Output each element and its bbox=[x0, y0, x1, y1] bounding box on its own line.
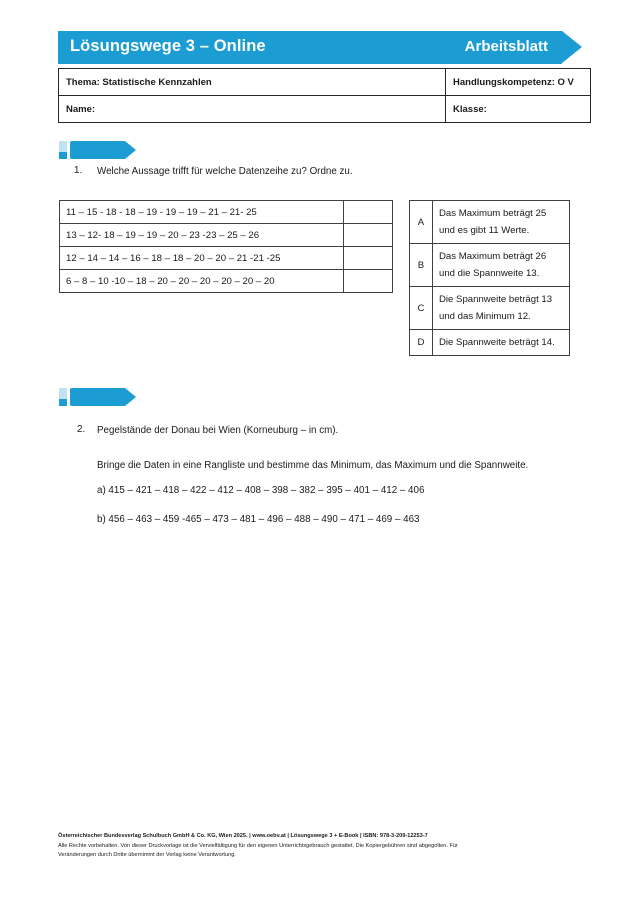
options-table bbox=[409, 200, 570, 356]
task-marker-icon-1 bbox=[59, 141, 141, 159]
task-marker-arrow-icon bbox=[125, 141, 136, 159]
table-row bbox=[60, 270, 393, 293]
task-1-prompt: Welche Aussage trifft für welche Datenzeihe zu? Ordne zu. bbox=[97, 166, 353, 177]
task-marker-square-dark bbox=[59, 152, 67, 159]
option-letter: B bbox=[410, 244, 433, 287]
worksheet-type-label: Arbeitsblatt bbox=[464, 38, 548, 55]
option-text-line1: Die Spannweite beträgt 13 bbox=[439, 294, 553, 305]
info-table bbox=[58, 68, 591, 123]
footer-rights-line-2: Veränderungen durch Dritte übernimmt der Verlag keine Verantwortung. bbox=[58, 852, 236, 859]
task-2-number: 2. bbox=[77, 424, 86, 435]
footer bbox=[58, 832, 588, 861]
data-row-answer-box[interactable] bbox=[344, 247, 393, 270]
footer-imprint-line: Österreichischer Bundesverlag Schulbuch GmbH & Co. KG, Wien 2025. | www.oebv.at | Lösungswege 3 + E-Book | ISBN: 978-3-209-12253-7 bbox=[58, 833, 428, 839]
option-letter: A bbox=[410, 201, 433, 244]
info-row-topic bbox=[59, 69, 591, 96]
data-row-answer-box[interactable] bbox=[344, 224, 393, 247]
info-row-name bbox=[59, 96, 591, 123]
option-row-d bbox=[410, 330, 570, 356]
task-2-series-a: a) 415 – 421 – 418 – 422 – 412 – 408 – 398 – 382 – 395 – 401 – 412 – 406 bbox=[97, 485, 425, 496]
task-marker-square-dark bbox=[59, 399, 67, 406]
option-text bbox=[433, 330, 570, 356]
table-row bbox=[60, 224, 393, 247]
task-marker-bar bbox=[70, 388, 126, 406]
task-marker-icon-2 bbox=[59, 388, 141, 406]
option-text-line1: Die Spannweite beträgt 14. bbox=[439, 337, 555, 348]
option-text-line1: Das Maximum beträgt 26 bbox=[439, 251, 547, 262]
footer-rights-line-1: Alle Rechte vorbehalten. Von dieser Druckvorlage ist die Vervielfältigung für den eigenen Unterrichtsgebrauch gestattet. Die Kopiergebühren sind abgegolten. Für bbox=[58, 842, 458, 849]
task-marker-bar bbox=[70, 141, 126, 159]
table-row bbox=[60, 201, 393, 224]
topic-cell: Thema: Statistische Kennzahlen bbox=[59, 69, 446, 96]
option-text-line2: und die Spannweite 13. bbox=[439, 268, 540, 279]
option-text bbox=[433, 201, 570, 244]
competence-cell: Handlungskompetenz: O V bbox=[446, 69, 591, 96]
task-2-prompt: Pegelstände der Donau bei Wien (Korneuburg – in cm). bbox=[97, 425, 339, 436]
option-text bbox=[433, 244, 570, 287]
task-1-number: 1. bbox=[74, 165, 83, 176]
data-row-values: 12 – 14 – 14 – 16 – 18 – 18 – 20 – 20 – 21 -21 -25 bbox=[60, 247, 344, 270]
name-field-cell[interactable]: Name: bbox=[59, 96, 446, 123]
option-row-c bbox=[410, 287, 570, 330]
task-marker-arrow-icon bbox=[125, 388, 136, 406]
option-text-line2: und das Minimum 12. bbox=[439, 311, 531, 322]
option-text-line2: und es gibt 11 Werte. bbox=[439, 225, 530, 236]
option-text-line1: Das Maximum beträgt 25 bbox=[439, 208, 547, 219]
data-row-answer-box[interactable] bbox=[344, 201, 393, 224]
task-2-series-b: b) 456 – 463 – 459 -465 – 473 – 481 – 496 – 488 – 490 – 471 – 469 – 463 bbox=[97, 514, 420, 525]
option-row-b bbox=[410, 244, 570, 287]
data-row-values: 11 – 15 - 18 - 18 – 19 - 19 – 19 – 21 – 21- 25 bbox=[60, 201, 344, 224]
data-row-answer-box[interactable] bbox=[344, 270, 393, 293]
table-row bbox=[60, 247, 393, 270]
data-rows-table bbox=[59, 200, 393, 293]
class-field-cell[interactable]: Klasse: bbox=[446, 96, 591, 123]
page-title: Lösungswege 3 – Online bbox=[70, 37, 266, 55]
header-banner-arrow-icon bbox=[562, 31, 582, 63]
option-letter: D bbox=[410, 330, 433, 356]
header-banner bbox=[58, 31, 582, 64]
option-row-a bbox=[410, 201, 570, 244]
data-row-values: 13 – 12- 18 – 19 – 19 – 20 – 23 -23 – 25 – 26 bbox=[60, 224, 344, 247]
option-text bbox=[433, 287, 570, 330]
option-letter: C bbox=[410, 287, 433, 330]
task-2-subprompt: Bringe die Daten in eine Rangliste und bestimme das Minimum, das Maximum und die Spannweite. bbox=[97, 460, 529, 471]
data-row-values: 6 – 8 – 10 -10 – 18 – 20 – 20 – 20 – 20 – 20 – 20 bbox=[60, 270, 344, 293]
